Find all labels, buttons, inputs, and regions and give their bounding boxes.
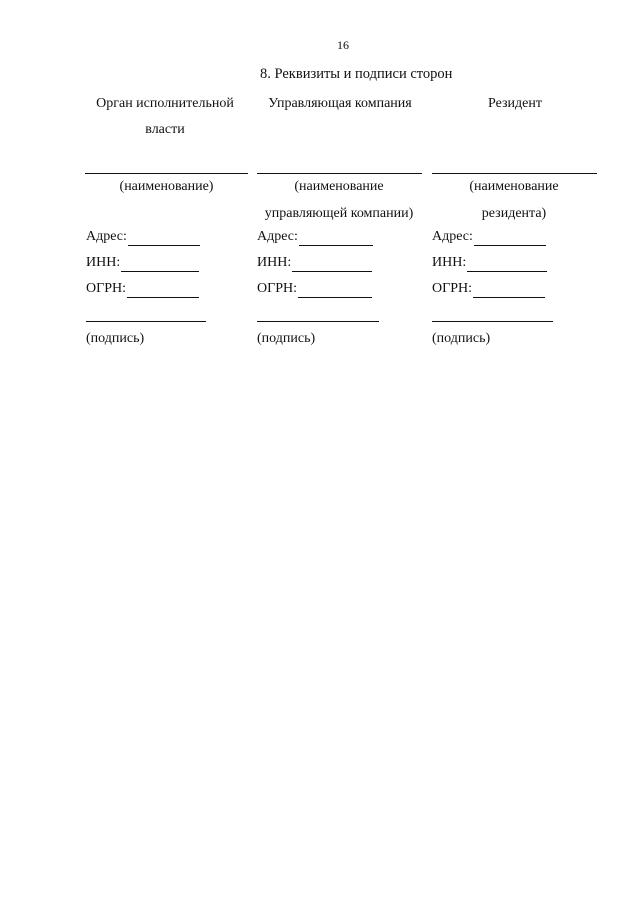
inn-label: ИНН:	[432, 255, 467, 270]
address-label: Адрес:	[86, 229, 127, 244]
inn-field-management-company	[257, 254, 372, 272]
ogrn-label: ОГРН:	[257, 281, 297, 296]
party-header-line: Управляющая компания	[268, 96, 412, 111]
name-caption-line: (наименование)	[119, 179, 214, 194]
address-field-resident	[432, 228, 546, 246]
name-caption-resident	[430, 173, 598, 227]
inn-label: ИНН:	[257, 255, 292, 270]
name-caption-line: (наименование	[469, 179, 559, 194]
inn-blank	[292, 257, 372, 272]
party-header-line: власти	[145, 122, 185, 137]
inn-blank	[467, 257, 547, 272]
address-label: Адрес:	[257, 229, 298, 244]
inn-field-executive-authority	[86, 254, 199, 272]
signature-line-executive-authority	[86, 321, 206, 322]
ogrn-label: ОГРН:	[432, 281, 472, 296]
party-header-line: Орган исполнительной	[96, 96, 234, 111]
name-caption-line: управляющей компании)	[264, 206, 414, 221]
ogrn-blank	[473, 283, 545, 298]
ogrn-field-executive-authority	[86, 280, 199, 298]
address-blank	[474, 231, 546, 246]
party-header-management-company	[255, 91, 425, 117]
address-label: Адрес:	[432, 229, 473, 244]
inn-label: ИНН:	[86, 255, 121, 270]
name-caption-line: (наименование	[294, 179, 384, 194]
inn-blank	[121, 257, 199, 272]
signature-caption-resident: (подпись)	[432, 331, 491, 346]
signature-caption-management-company: (подпись)	[257, 331, 316, 346]
party-header-resident	[430, 91, 600, 117]
signature-caption-executive-authority: (подпись)	[86, 331, 145, 346]
address-blank	[128, 231, 200, 246]
ogrn-blank	[127, 283, 199, 298]
address-field-management-company	[257, 228, 373, 246]
address-field-executive-authority	[86, 228, 200, 246]
party-header-line: Резидент	[488, 96, 542, 111]
name-caption-executive-authority	[85, 173, 248, 200]
ogrn-blank	[298, 283, 372, 298]
ogrn-label: ОГРН:	[86, 281, 126, 296]
name-caption-management-company	[254, 173, 424, 227]
ogrn-field-resident	[432, 280, 545, 298]
ogrn-field-management-company	[257, 280, 372, 298]
party-header-executive-authority	[80, 91, 250, 143]
signature-line-management-company	[257, 321, 379, 322]
section-title: 8. Реквизиты и подписи сторон	[260, 66, 453, 82]
signature-line-resident	[432, 321, 553, 322]
page-number: 16	[337, 38, 349, 52]
name-caption-line: резидента)	[481, 206, 547, 221]
inn-field-resident	[432, 254, 547, 272]
address-blank	[299, 231, 373, 246]
